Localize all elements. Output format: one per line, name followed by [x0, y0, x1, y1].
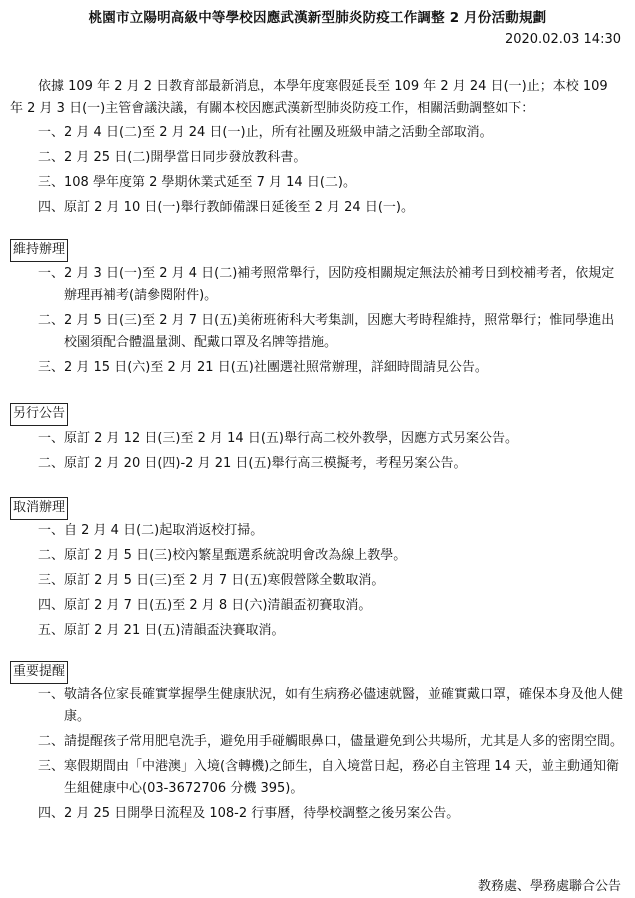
item-text: 2 月 4 日(二)至 2 月 24 日(一)止，所有社團及班級申請之活動全部取消。: [64, 125, 493, 140]
item-number: 五、: [38, 623, 65, 638]
item-text: 自 2 月 4 日(二)起取消返校打掃。: [64, 523, 264, 538]
item-number: 一、: [38, 523, 65, 538]
list-item: [10, 520, 624, 542]
item-text: 原訂 2 月 7 日(五)至 2 月 8 日(六)清韻盃初賽取消。: [64, 598, 372, 613]
item-number: 二、: [38, 313, 65, 328]
item-number: 二、: [38, 548, 65, 563]
item-number: 二、: [38, 734, 65, 749]
section-list-reminder: [10, 684, 624, 828]
item-number: 四、: [38, 806, 65, 821]
page-title: 桃園市立陽明高級中等學校因應武漢新型肺炎防疫工作調整 2 月份活動規劃: [88, 10, 547, 26]
list-item: [10, 595, 624, 617]
section-list-maintain: [10, 263, 624, 382]
item-text: 原訂 2 月 21 日(五)清韻盃決賽取消。: [64, 623, 285, 638]
list-item: [10, 172, 624, 194]
intro-list: [10, 122, 624, 222]
list-item: [10, 731, 624, 753]
item-text: 原訂 2 月 5 日(三)校內繁星甄選系統說明會改為線上教學。: [64, 548, 407, 563]
item-text: 108 學年度第 2 學期休業式延至 7 月 14 日(二)。: [64, 175, 356, 190]
section-list-announce: [10, 428, 624, 478]
item-number: 三、: [38, 573, 65, 588]
section-heading-announce: 另行公告: [10, 403, 68, 426]
item-number: 三、: [38, 759, 65, 774]
item-text: 寒假期間由「中港澳」入境(含轉機)之師生，自入境當日起，務必自主管理 14 天，並主動通知衛生組健康中心(03-3672706 分機 395)。: [64, 759, 619, 796]
item-text: 原訂 2 月 12 日(三)至 2 月 14 日(五)舉行高二校外教學，因應方式另案公告。: [64, 431, 518, 446]
item-number: 一、: [38, 266, 65, 281]
item-number: 三、: [38, 360, 65, 375]
item-text: 敬請各位家長確實掌握學生健康狀況，如有生病務必儘速就醫，並確實戴口罩，確保本身及他人健康。: [64, 687, 624, 724]
list-item: [10, 803, 624, 825]
item-text: 原訂 2 月 20 日(四)-2 月 21 日(五)舉行高三模擬考，考程另案公告。: [64, 456, 467, 471]
item-number: 四、: [38, 200, 65, 215]
list-item: [10, 620, 624, 642]
list-item: [10, 147, 624, 169]
list-item: [10, 428, 624, 450]
item-number: 四、: [38, 598, 65, 613]
section-heading-reminder: 重要提醒: [10, 661, 68, 684]
item-text: 原訂 2 月 5 日(三)至 2 月 7 日(五)寒假營隊全數取消。: [64, 573, 385, 588]
item-number: 二、: [38, 456, 65, 471]
item-number: 一、: [38, 431, 65, 446]
item-number: 三、: [38, 175, 65, 190]
list-item: [10, 684, 624, 728]
list-item: [10, 122, 624, 144]
list-item: [10, 545, 624, 567]
list-item: [10, 756, 624, 800]
item-text: 2 月 5 日(三)至 2 月 7 日(五)美術班術科大考集訓，因應大考時程維持，照常舉行；惟同學進出校園須配合體溫量測、配戴口罩及名牌等措施。: [64, 313, 615, 350]
item-text: 2 月 15 日(六)至 2 月 21 日(五)社團選社照常辦理，詳細時間請見公告。: [64, 360, 488, 375]
item-text: 2 月 3 日(一)至 2 月 4 日(二)補考照常舉行，因防疫相關規定無法於補考日到校補考者，依規定辦理再補考(請參閱附件)。: [64, 266, 615, 303]
item-text: 2 月 25 日(二)開學當日同步發放教科書。: [64, 150, 307, 165]
item-text: 請提醒孩子常用肥皂洗手，避免用手碰觸眼鼻口，儘量避免到公共場所，尤其是人多的密閉空間。: [64, 734, 624, 749]
footer-signature: 教務處、學務處聯合公告: [477, 879, 621, 894]
item-number: 一、: [38, 687, 65, 702]
item-number: 一、: [38, 125, 65, 140]
publish-date: 2020.02.03 14:30: [504, 32, 621, 47]
item-number: 二、: [38, 150, 65, 165]
list-item: [10, 263, 624, 307]
list-item: [10, 453, 624, 475]
intro-paragraph: 依據 109 年 2 月 2 日教育部最新消息，本學年度寒假延長至 109 年 2 月 24 日(一)止；本校 109 年 2 月 3 日(一)主管會議決議，有關本校因應武漢新型肺炎防疫工作，相關活動調整如下：: [10, 79, 608, 116]
item-text: 2 月 25 日開學日流程及 108-2 行事曆，待學校調整之後另案公告。: [64, 806, 460, 821]
list-item: [10, 570, 624, 592]
list-item: [10, 357, 624, 379]
list-item: [10, 310, 624, 354]
section-list-cancel: [10, 520, 624, 645]
item-text: 原訂 2 月 10 日(一)舉行教師備課日延後至 2 月 24 日(一)。: [64, 200, 414, 215]
section-heading-cancel: 取消辦理: [10, 497, 68, 520]
list-item: [10, 197, 624, 219]
section-heading-maintain: 維持辦理: [10, 239, 68, 262]
